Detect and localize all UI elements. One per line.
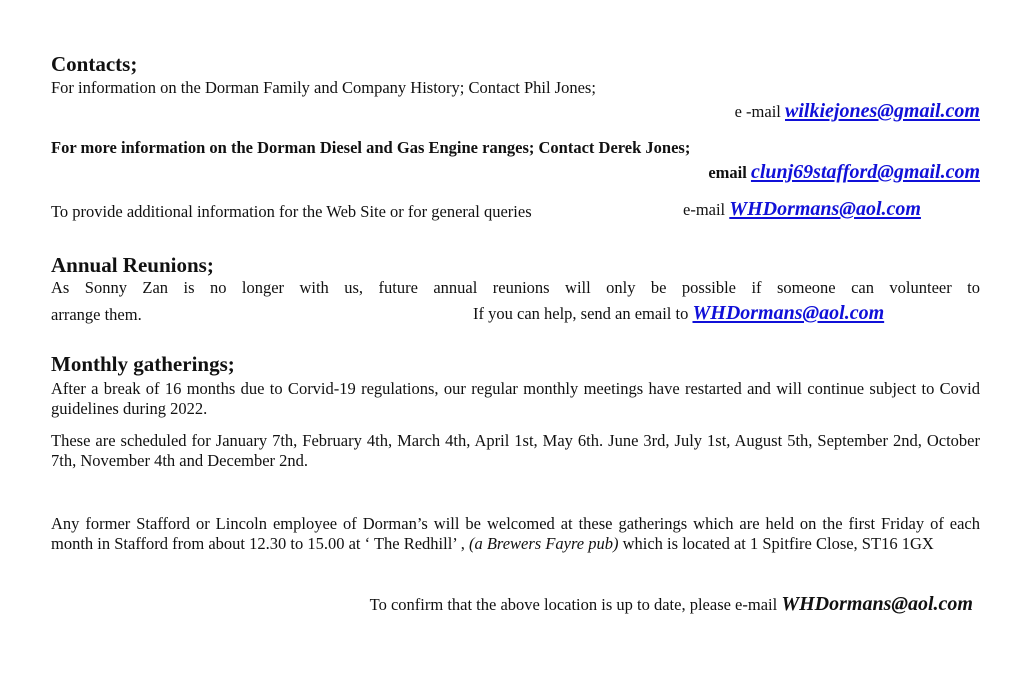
location-text: Any former Stafford or Lincoln employee of Dorman’s will be welcomed at these gatherings which are held on the first Friday of each month in Stafford from about 12.30 to 15.00 at ‘ The Redhill’ , — [51, 514, 980, 553]
website-email-link[interactable]: WHDormans@aol.com — [729, 198, 921, 220]
gatherings-heading: Monthly gatherings; — [51, 352, 235, 376]
reunions-text: As Sonny Zan is no longer with us, future annual reunions will only be possible if someone can volunteer to — [51, 278, 980, 297]
reunions-help-row — [473, 303, 884, 324]
engines-contact-text: For more information on the Dorman Diesel and Gas Engine ranges; Contact Derek Jones; — [51, 138, 691, 157]
history-contact-text: For information on the Dorman Family and Company History; Contact Phil Jones; — [51, 78, 596, 97]
confirm-email[interactable]: WHDormans@aol.com — [781, 593, 973, 615]
location-pub-note: (a Brewers Fayre pub) — [468, 534, 619, 553]
confirm-row — [370, 594, 973, 615]
website-email-row — [683, 199, 921, 220]
engines-email-row — [708, 162, 980, 183]
reunions-help-text: If you can help, send an email to — [473, 304, 689, 323]
gatherings-para-schedule: These are scheduled for January 7th, February 4th, March 4th, April 1st, May 6th. June 3rd, July 1st, August 5th, September 2nd, October 7th, November 4th and December 2nd. — [51, 431, 980, 470]
history-email-row — [735, 101, 980, 122]
website-contact-text: To provide additional information for the Web Site or for general queries — [51, 202, 532, 221]
history-email-link[interactable]: wilkiejones@gmail.com — [785, 100, 980, 122]
confirm-text: To confirm that the above location is up to date, please e-mail — [369, 595, 778, 614]
contacts-heading: Contacts; — [51, 52, 138, 76]
gatherings-para-break: After a break of 16 months due to Corvid-19 regulations, our regular monthly meetings have restarted and will continue subject to Covid guidelines during 2022. — [51, 379, 980, 418]
website-email-label: e-mail — [683, 200, 726, 219]
gatherings-para-location — [51, 514, 980, 554]
reunions-help-email-link[interactable]: WHDormans@aol.com — [692, 302, 885, 324]
reunions-text-end: arrange them. — [51, 305, 142, 324]
reunions-heading: Annual Reunions; — [51, 253, 214, 277]
location-address: which is located at 1 Spitfire Close, ST16 1GX — [622, 534, 934, 553]
engines-email-link[interactable]: clunj69stafford@gmail.com — [750, 161, 980, 183]
engines-email-label: email — [708, 163, 747, 182]
history-email-label: e -mail — [734, 102, 781, 121]
